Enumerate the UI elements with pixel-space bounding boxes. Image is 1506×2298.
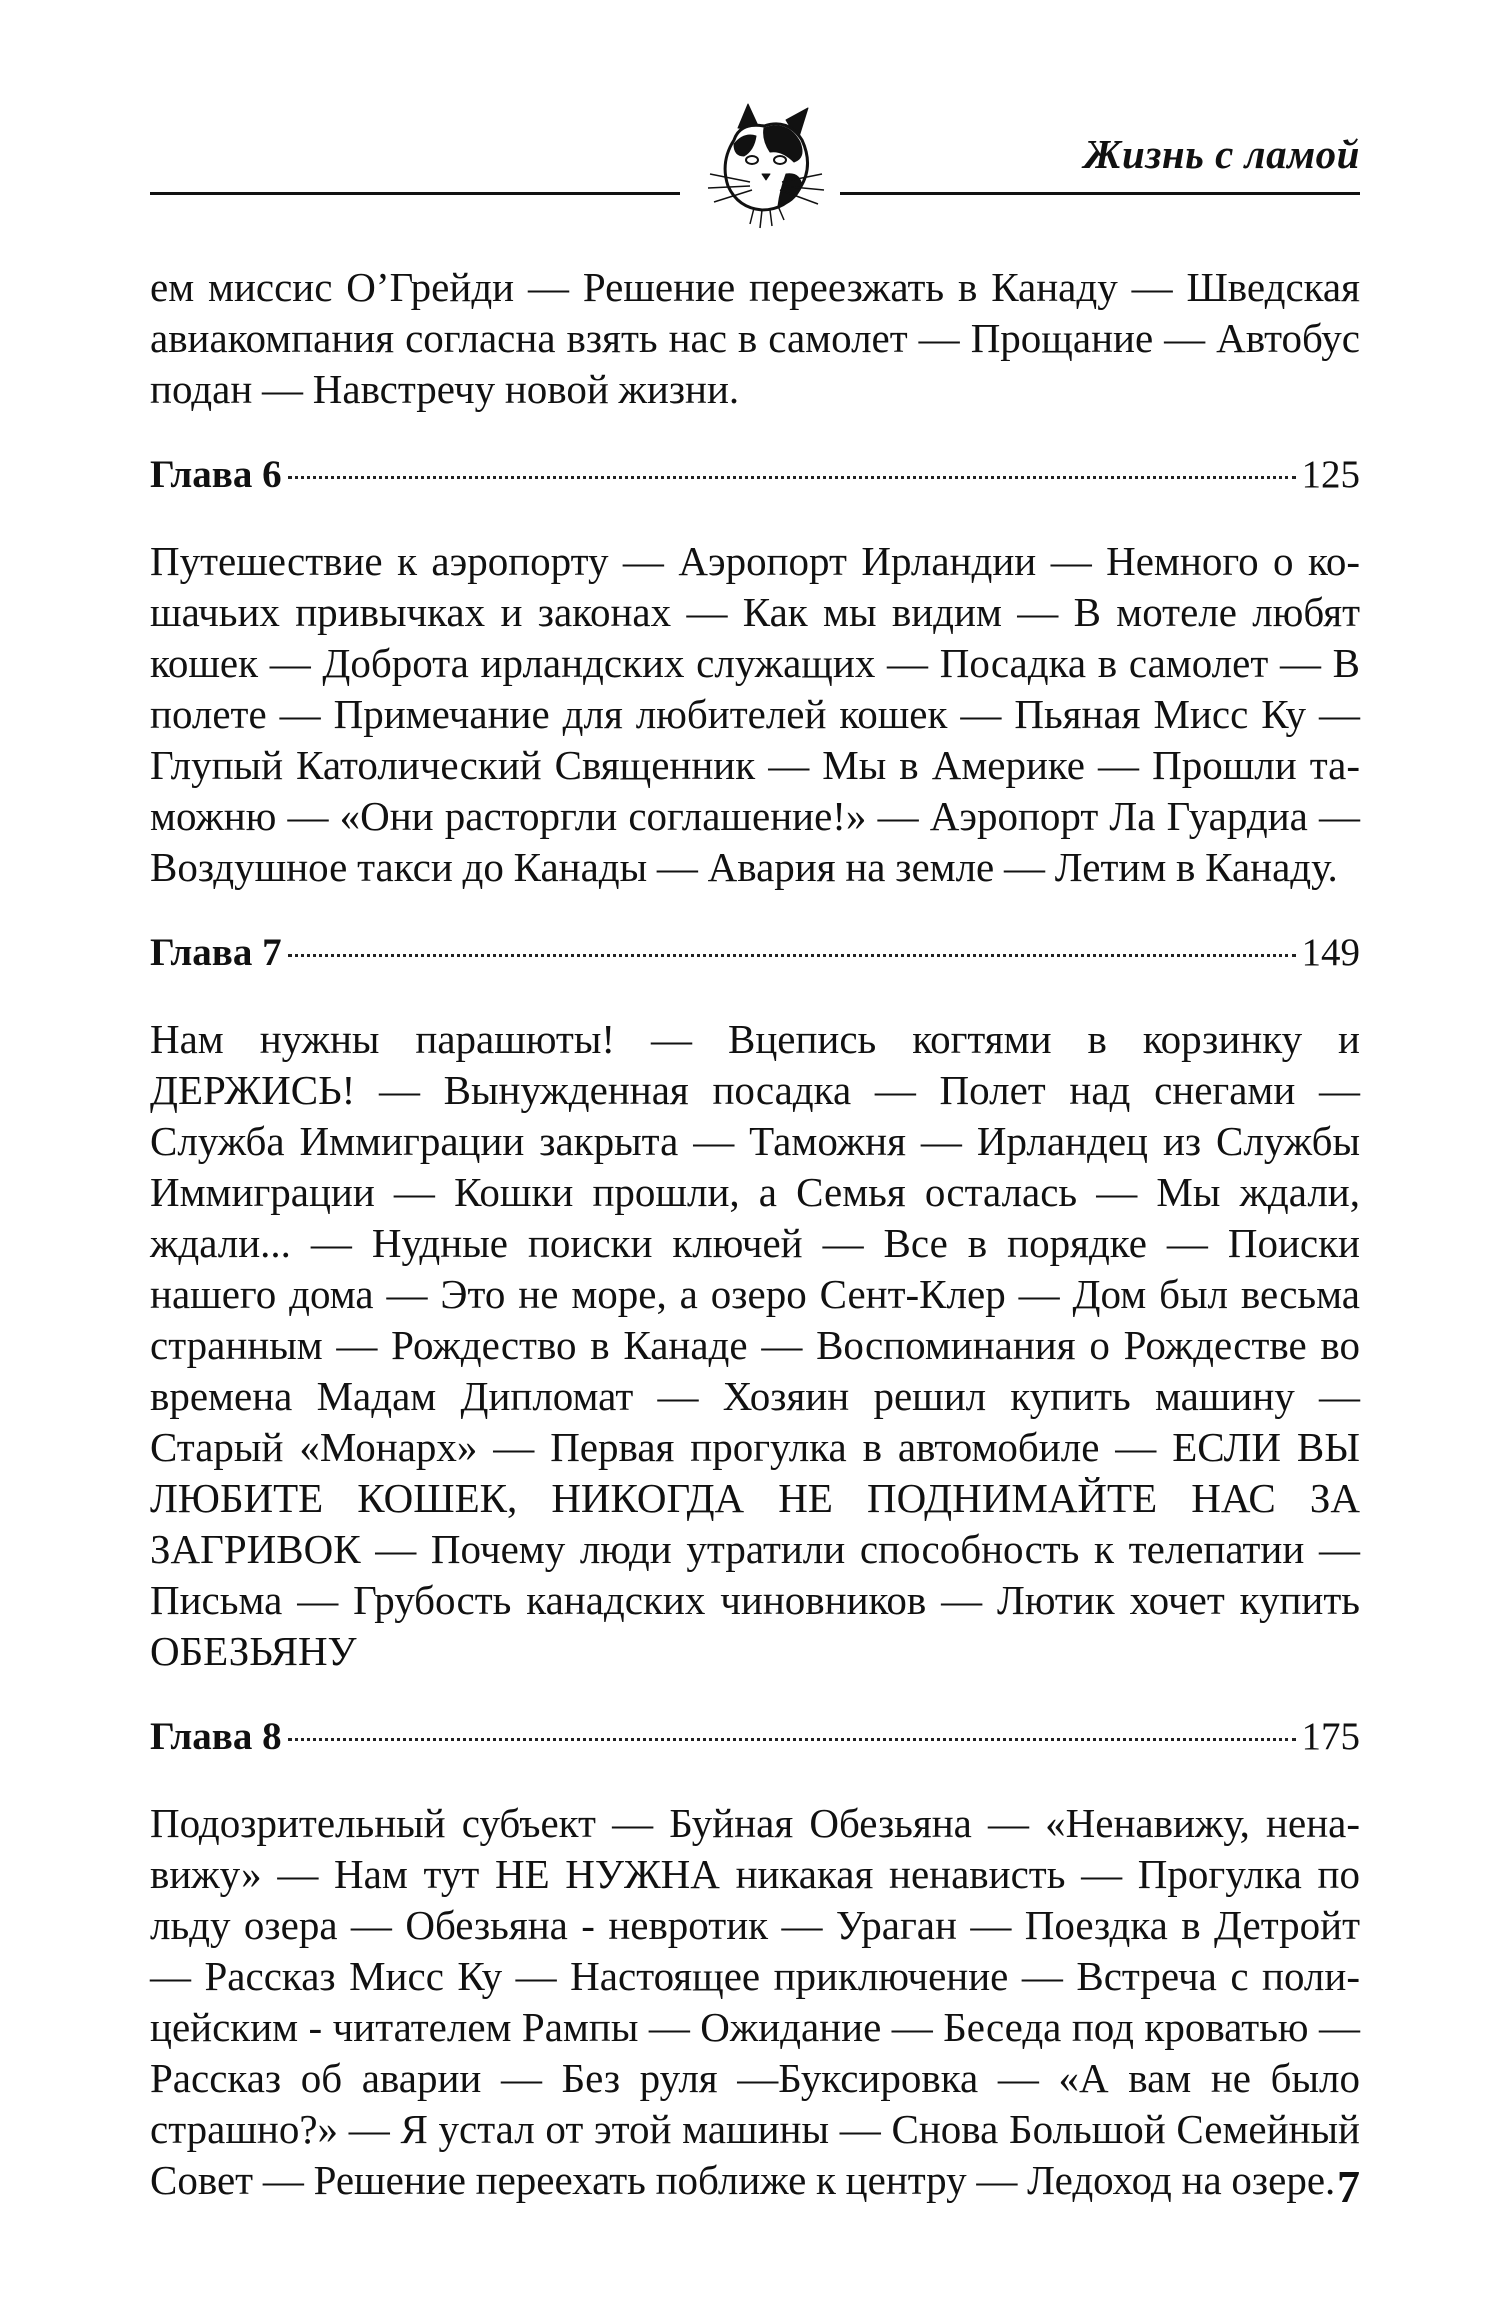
toc-entry-label: Глава 7 [150,931,282,974]
toc-entry-label: Глава 8 [150,1715,282,1758]
toc-entry-page: 125 [1301,453,1360,496]
book-page [150,0,1360,2298]
toc-entry-chapter-6[interactable] [150,449,1360,500]
chapter-7-summary: Нам нужны парашюты! — Вцепись когтями в корзинку и ДЕРЖИСЬ! — Вынужденная посадка — Полет над снегами — Служба Иммиграции закрыта — Таможня — Ирландец из Службы Иммиграции — Кошки прошли, а Семья осталась — Мы ждали, ждали... — Нудные поиски ключей — Все в порядке — Поиски нашего дома — Это не море, а озеро Сент-Клер — Дом был весьма странным — Рождество в Канаде — Воспоминания о Рождестве во времена Мадам Дипломат — Хозяин решил купить машину — Старый «Монарх» — Первая прогулка в автомобиле — ЕСЛИ ВЫ ЛЮБИТЕ КОШЕК, НИКОГДА НЕ ПОДНИМАЙТЕ НАС ЗА ЗАГРИВОК — Почему люди утратили способность к телепатии — Письма — Грубость канадских чиновников — Лютик хочет купить ОБЕЗЬЯНУ [150,1016,1360,1674]
page-number: 7 [1337,2161,1360,2212]
toc-entry-page: 175 [1301,1715,1360,1758]
toc-leader-dots [288,1738,1296,1741]
chapter-6-summary: Путешествие к аэропорту — Аэропорт Ирландии — Немного о кошачьих привычках и законах — Как мы видим — В мотеле любят кошек — Доброта ирландских служащих — Посадка в самолет — В полете — Примечание для любителей кошек — Пьяная Мисс Ку — Глупый Католический Священник — Мы в Америке — Прошли таможню — «Они расторгли соглашение!» — Аэропорт Ла Гуардиа — Воздушное такси до Канады — Авария на земле — Летим в Канаду. [150,538,1360,890]
running-header-title: Жизнь с ламой [1083,131,1360,177]
header-rule-left [150,192,680,195]
toc-entry-chapter-8[interactable] [150,1711,1360,1762]
toc-leader-dots [288,476,1296,479]
running-header [150,100,1360,210]
chapter-8-summary: Подозрительный субъект — Буйная Обезьяна — «Ненавижу, ненавижу» — Нам тут НЕ НУЖНА никакая ненависть — Прогулка по льду озера — Обезьяна - невротик — Ураган — Поездка в Детройт — Рассказ Мисс Ку — Настоящее приключение — Встреча с полицейским - читателем Рампы — Ожидание — Беседа под кроватью — Рассказ об аварии — Без руля —Буксировка — «А вам не было страшно?» — Я устал от этой машины — Снова Большой Семейный Совет — Решение переехать поближе к центру — Ледоход на озере. [150,1800,1360,2203]
header-rule-right [840,192,1360,195]
toc-entry-label: Глава 6 [150,453,282,496]
intro-paragraph: ем миссис О’Грейди — Решение переезжать в Канаду — Шведская авиакомпания согласна взять нас в самолет — Прощание — Автобус подан — Навстречу новой жизни. [150,264,1360,412]
toc-leader-dots [288,954,1296,957]
cat-head-icon [690,100,835,230]
toc-entry-page: 149 [1301,931,1360,974]
toc-entry-chapter-7[interactable] [150,927,1360,978]
table-of-contents [150,262,1360,2206]
